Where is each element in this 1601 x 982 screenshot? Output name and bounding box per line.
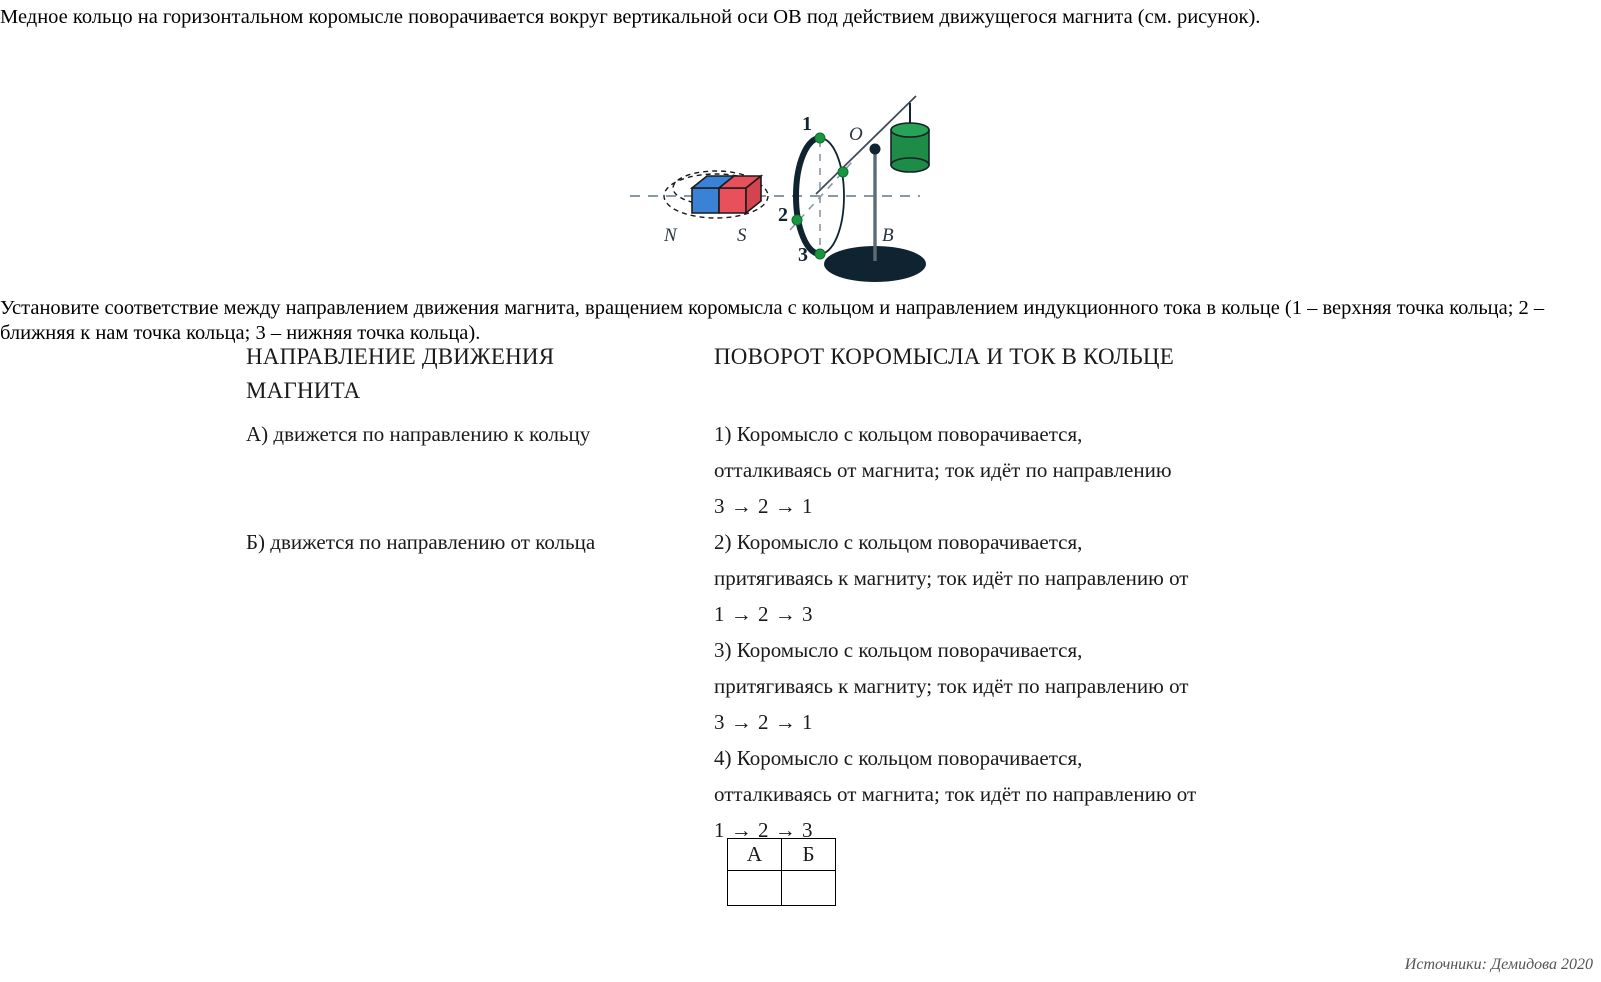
matching-row-extra-2: [246, 740, 1366, 848]
answer-grid: [727, 838, 836, 906]
source-value: Демидова 2020: [1490, 956, 1593, 973]
matching-header-row: [246, 340, 1366, 408]
ring-label-1: 1: [802, 113, 812, 135]
answer-header-a: А: [728, 839, 782, 871]
south-pole-label: S: [737, 225, 747, 246]
counterweight-top: [891, 123, 929, 137]
ring-label-2: 2: [778, 204, 788, 226]
ring-label-3: 3: [798, 244, 808, 266]
right-option-3-line3: 3 → 2 → 1: [714, 710, 813, 734]
ring-point-2-marker: [792, 215, 802, 225]
answer-header-b: Б: [782, 839, 836, 871]
magnet-north-front-face: [692, 188, 719, 213]
axis-label-b: B: [882, 225, 894, 246]
ring-far-point-marker: [838, 167, 848, 177]
counterweight-cylinder: [891, 103, 929, 172]
left-column-header: [246, 340, 714, 408]
magnet-south-front-face: [719, 188, 746, 213]
right-option-1-line2: отталкиваясь от магнита; ток идёт по направлению: [714, 458, 1172, 482]
pivot-point: [870, 144, 881, 155]
north-pole-label: N: [664, 225, 677, 246]
right-column-header: ПОВОРОТ КОРОМЫСЛА И ТОК В КОЛЬЦЕ: [714, 344, 1174, 369]
matching-instruction: Установите соответствие между направлением движения магнита, вращением коромысла с кольцом и направлением индукционного тока в кольце (1 – верхняя точка кольца; 2 – ближняя к нам точка кольца; 3 – нижняя точка кольца).: [0, 297, 1545, 344]
answer-cell-b[interactable]: [782, 871, 836, 906]
pivot-label-o: O: [849, 124, 863, 145]
left-column-header-line2: МАГНИТА: [246, 378, 361, 403]
left-item-b[interactable]: Б) движется по направлению от кольца: [246, 530, 596, 554]
physics-diagram: [620, 48, 970, 293]
matching-row-extra-1: [246, 632, 1366, 740]
right-option-4-line2: отталкиваясь от магнита; ток идёт по направлению от: [714, 782, 1197, 806]
right-option-3-line1: 3) Коромысло с кольцом поворачивается,: [714, 638, 1083, 662]
answer-grid-header-row: [728, 839, 836, 871]
matching-table: [246, 340, 1366, 848]
right-option-4-line3: 1 → 2 → 3: [714, 818, 813, 842]
right-option-3-line2: притягиваясь к магниту; ток идёт по направлению от: [714, 674, 1189, 698]
right-option-2-line1: 2) Коромысло с кольцом поворачивается,: [714, 530, 1083, 554]
bar-magnet: [692, 176, 761, 213]
right-option-4-line1: 4) Коромысло с кольцом поворачивается,: [714, 746, 1083, 770]
question-stem: Медное кольцо на горизонтальном коромысле поворачивается вокруг вертикальной оси ОВ под действием движущегося магнита (см. рисунок).: [0, 6, 1261, 28]
left-column-header-line1: НАПРАВЛЕНИЕ ДВИЖЕНИЯ: [246, 344, 555, 369]
source-label: Источники:: [1404, 956, 1487, 973]
matching-row-b: [246, 524, 1366, 632]
right-option-3[interactable]: [714, 632, 1354, 740]
matching-row-a: [246, 416, 1366, 524]
right-option-2[interactable]: [714, 524, 1354, 632]
ring-point-3-marker: [815, 249, 825, 259]
right-option-4[interactable]: [714, 740, 1354, 848]
right-option-1-line1: 1) Коромысло с кольцом поворачивается,: [714, 422, 1083, 446]
source-footer: [1405, 956, 1593, 974]
counterweight-bottom: [891, 158, 929, 172]
right-option-1[interactable]: [714, 416, 1354, 524]
right-option-1-line3: 3 → 2 → 1: [714, 494, 813, 518]
right-option-2-line3: 1 → 2 → 3: [714, 602, 813, 626]
ring-point-1-marker: [815, 133, 825, 143]
answer-cell-a[interactable]: [728, 871, 782, 906]
right-option-2-line2: притягиваясь к магниту; ток идёт по направлению от: [714, 566, 1189, 590]
answer-grid-input-row: [728, 871, 836, 906]
left-item-a[interactable]: А) движется по направлению к кольцу: [246, 422, 591, 446]
